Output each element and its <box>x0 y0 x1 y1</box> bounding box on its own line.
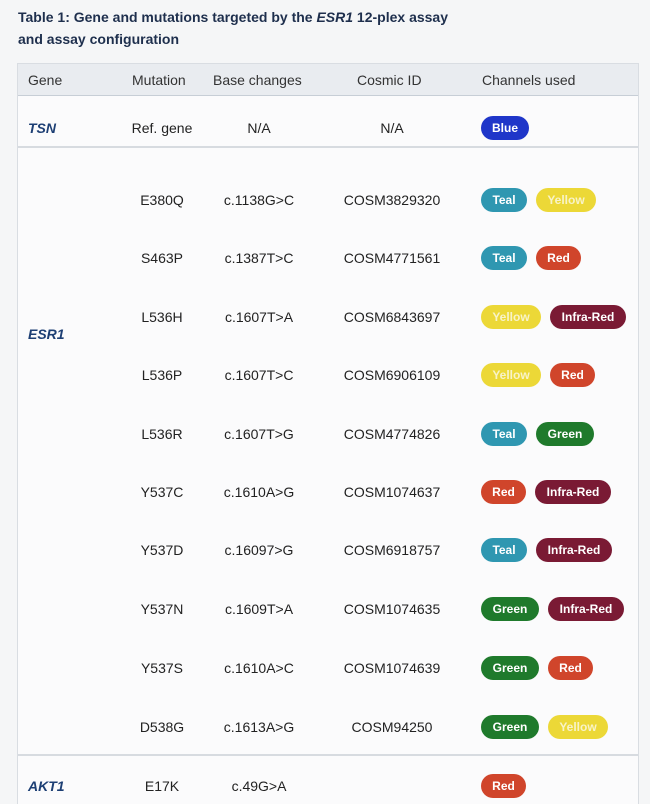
mutation-cell: S463P <box>140 250 184 266</box>
base-change-cell: c.1607T>A <box>224 309 294 325</box>
caption-suffix: 12-plex assay <box>353 9 449 25</box>
caption-prefix: Table 1: Gene and mutations targeted by the <box>18 9 317 25</box>
cosmic-id-cell: COSM1074635 <box>343 601 441 617</box>
header-gene: Gene <box>28 72 63 88</box>
mutation-cell: Y537S <box>140 660 184 676</box>
base-change-cell: c.1607T>C <box>224 367 294 383</box>
channel-badge: Teal <box>481 422 527 446</box>
channel-badge: Teal <box>481 246 527 270</box>
cosmic-id-cell: COSM4771561 <box>343 250 441 266</box>
table-caption <box>18 6 618 50</box>
channel-badge: Yellow <box>481 363 541 387</box>
channel-badge: Yellow <box>548 715 608 739</box>
header-base-changes: Base changes <box>213 72 302 88</box>
gene-label: ESR1 <box>28 326 65 342</box>
channel-badge: Teal <box>481 188 527 212</box>
base-change-cell: c.1613A>G <box>223 719 295 735</box>
mutation-cell: D538G <box>139 719 185 735</box>
channel-badge: Green <box>536 422 594 446</box>
mutation-table <box>17 63 639 804</box>
mutation-cell: L536R <box>141 426 183 442</box>
channel-badge: Infra-Red <box>536 538 612 562</box>
mutation-cell: L536P <box>141 367 183 383</box>
mutation-cell: L536H <box>141 309 183 325</box>
mutation-cell: Ref. gene <box>131 120 193 136</box>
group-divider <box>18 754 638 756</box>
base-change-cell: c.1387T>C <box>224 250 294 266</box>
base-change-cell: c.1609T>A <box>224 601 294 617</box>
cosmic-id-cell: COSM6918757 <box>343 542 441 558</box>
header-mutation: Mutation <box>132 72 186 88</box>
channel-badge: Yellow <box>536 188 596 212</box>
mutation-cell: E17K <box>144 778 180 794</box>
cosmic-id-cell: N/A <box>380 120 404 136</box>
base-change-cell: c.1607T>G <box>224 426 294 442</box>
base-change-cell: c.1610A>G <box>223 484 295 500</box>
base-change-cell: c.1610A>C <box>224 660 294 676</box>
cosmic-id-cell: COSM94250 <box>351 719 433 735</box>
channel-badge: Red <box>548 656 593 680</box>
base-change-cell: N/A <box>247 120 271 136</box>
base-change-cell: c.16097>G <box>224 542 294 558</box>
channel-badge: Red <box>550 363 595 387</box>
channel-badge: Green <box>481 656 539 680</box>
cosmic-id-cell: COSM1074637 <box>343 484 441 500</box>
channel-badge: Green <box>481 715 539 739</box>
channel-badge: Teal <box>481 538 527 562</box>
channel-badge: Yellow <box>481 305 541 329</box>
cosmic-id-cell: COSM6906109 <box>343 367 441 383</box>
channel-badge: Red <box>481 774 526 798</box>
mutation-cell: Y537C <box>140 484 184 500</box>
header-cosmic-id: Cosmic ID <box>357 72 422 88</box>
cosmic-id-cell: COSM1074639 <box>343 660 441 676</box>
cosmic-id-cell: COSM4774826 <box>343 426 441 442</box>
channel-badge: Green <box>481 597 539 621</box>
caption-gene: ESR1 <box>316 9 354 25</box>
gene-label: AKT1 <box>28 778 65 794</box>
mutation-cell: Y537N <box>140 601 184 617</box>
channel-badge: Red <box>536 246 581 270</box>
channel-badge: Infra-Red <box>535 480 611 504</box>
cosmic-id-cell: COSM6843697 <box>343 309 441 325</box>
header-channels-used: Channels used <box>482 72 576 88</box>
channel-badge: Blue <box>481 116 529 140</box>
table-header <box>18 64 638 96</box>
mutation-cell: Y537D <box>140 542 184 558</box>
base-change-cell: c.1138G>C <box>223 192 295 208</box>
channel-badge: Infra-Red <box>548 597 624 621</box>
group-divider <box>18 146 638 148</box>
channel-badge: Infra-Red <box>550 305 626 329</box>
caption-line2: and assay configuration <box>18 31 180 47</box>
base-change-cell: c.49G>A <box>231 778 287 794</box>
channel-badge: Red <box>481 480 526 504</box>
gene-label: TSN <box>28 120 56 136</box>
cosmic-id-cell: COSM3829320 <box>343 192 441 208</box>
mutation-cell: E380Q <box>140 192 184 208</box>
